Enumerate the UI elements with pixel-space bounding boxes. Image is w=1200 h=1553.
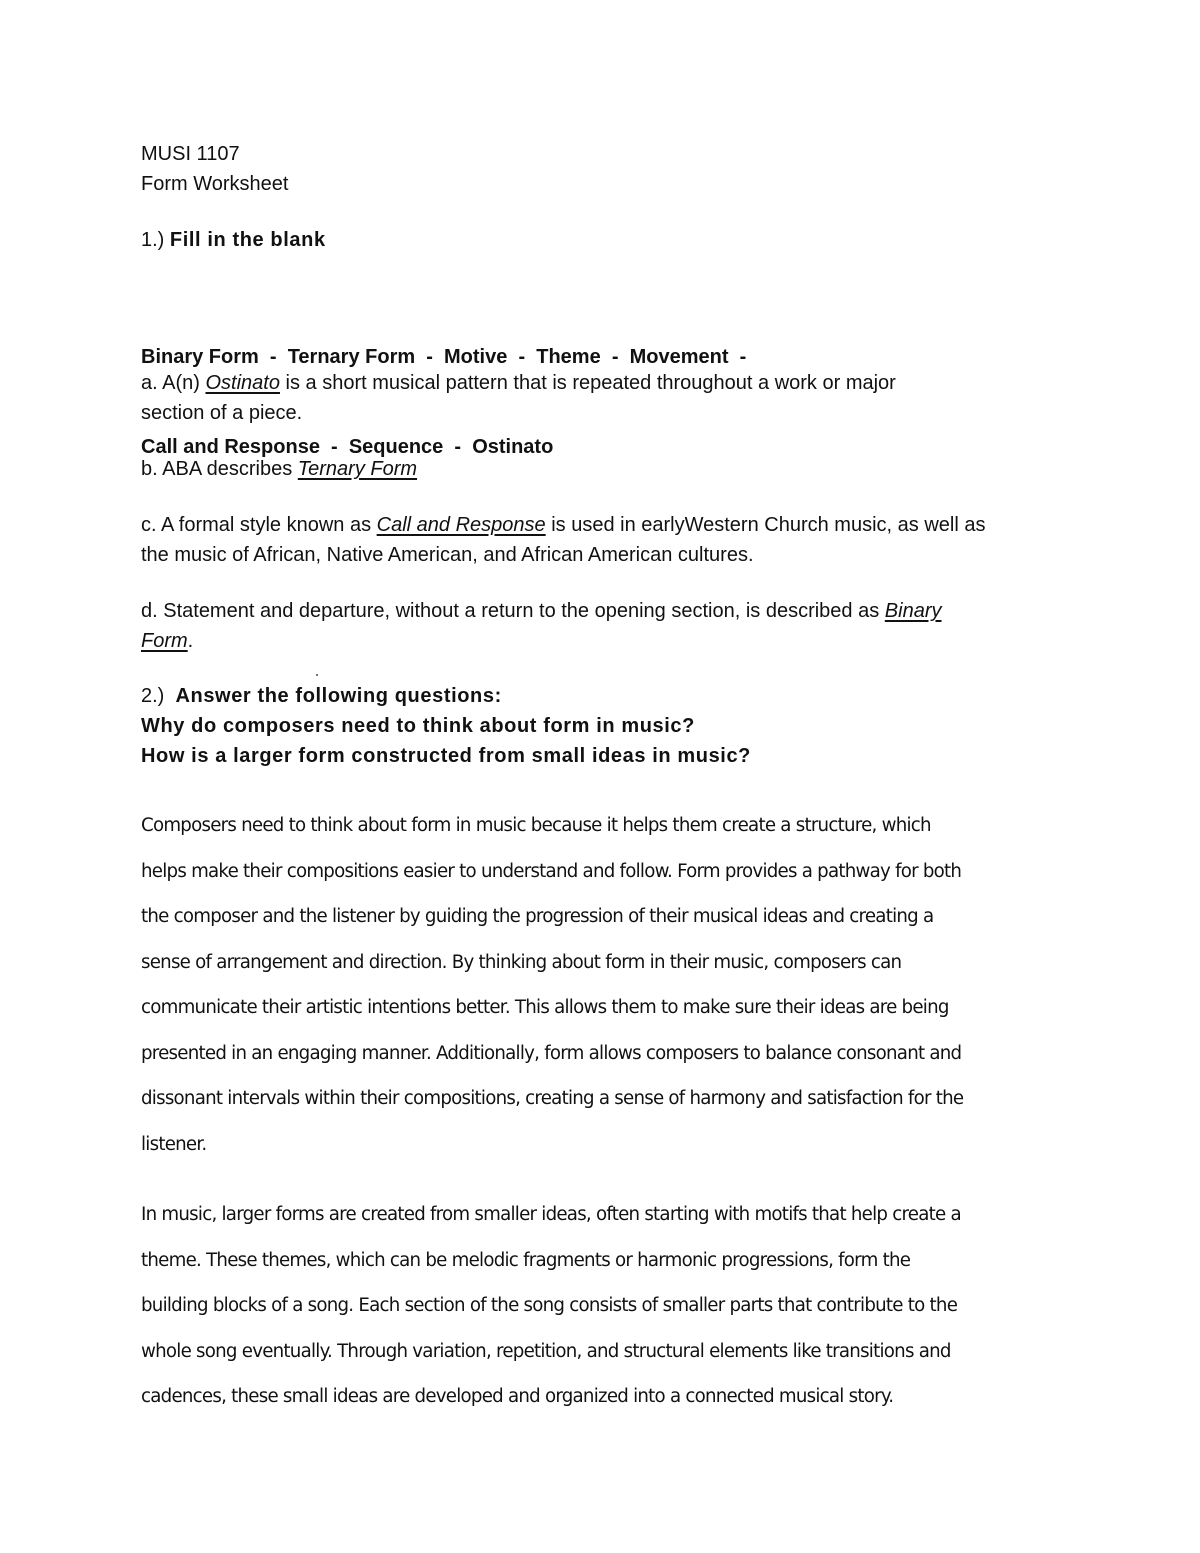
- item-c-answer: Call and Response: [376, 514, 546, 536]
- item-d-line-2: [141, 626, 1071, 656]
- item-c-line-2: the music of African, Native American, and African American cultures.: [141, 544, 754, 566]
- item-b: [141, 454, 1071, 484]
- question-2-prompt-1: Why do composers need to think about form in music?: [141, 715, 695, 737]
- paragraph-line: presented in an engaging manner. Additionally, form allows composers to balance consonant and: [141, 1042, 962, 1064]
- item-d-prompt: d. Statement and departure, without a return to the opening section, is described as: [141, 600, 885, 622]
- item-c-line-1: [141, 510, 1071, 540]
- word-bank-line-1: Binary Form - Ternary Form - Motive - Theme - Movement -: [141, 346, 747, 368]
- course-code: MUSI 1107: [141, 143, 240, 165]
- paragraph-line: cadences, these small ideas are developed and organized into a connected musical story.: [141, 1386, 894, 1407]
- question-1-heading: [141, 225, 1071, 255]
- item-a-answer: Ostinato: [205, 372, 280, 394]
- paragraph-line: theme. These themes, which can be melodic fragments or harmonic progressions, form the: [141, 1249, 911, 1271]
- answer-paragraph-2: [141, 1192, 1081, 1420]
- question-2-instruction: Answer the following questions:: [175, 685, 502, 707]
- item-b-line-1: [141, 454, 1071, 484]
- question-1-instruction: Fill in the blank: [169, 229, 326, 251]
- item-d-period: .: [187, 630, 194, 652]
- paragraph-line: In music, larger forms are created from smaller ideas, often starting with motifs that help create a: [141, 1204, 961, 1225]
- item-a: [141, 368, 1071, 428]
- item-a-prompt: a. A(n): [141, 372, 206, 394]
- paragraph-line: dissonant intervals within their compositions, creating a sense of harmony and satisfaction for the: [141, 1088, 964, 1109]
- paragraph-line: listener.: [141, 1133, 207, 1155]
- paragraph-line: communicate their artistic intentions better. This allows them to make sure their ideas are being: [141, 997, 949, 1018]
- question-2-prompt-2: How is a larger form constructed from small ideas in music?: [141, 745, 751, 767]
- item-c: [141, 510, 1071, 570]
- item-d-line-1: [141, 596, 1071, 626]
- item-c-prompt: c. A formal style known as: [141, 514, 377, 536]
- item-b-answer: Ternary Form: [297, 458, 418, 480]
- header: [141, 139, 1071, 199]
- answer-paragraph-1: [141, 803, 1081, 1167]
- word-bank-line-2: Call and Response - Sequence - Ostinato: [141, 436, 554, 458]
- item-b-prompt: b. ABA describes: [141, 458, 298, 480]
- item-a-rest: is a short musical pattern that is repeated throughout a work or major: [279, 372, 896, 394]
- paragraph-line: building blocks of a song. Each section of the song consists of smaller parts that contribute to the: [141, 1295, 958, 1316]
- item-d: [141, 596, 1071, 656]
- item-a-line-1: [141, 368, 1071, 398]
- question-2: [141, 681, 1071, 771]
- paragraph-line: helps make their compositions easier to understand and follow. Form provides a pathway for both: [141, 860, 962, 882]
- item-a-line-2: section of a piece.: [141, 402, 303, 424]
- item-d-answer-part-1: Binary: [884, 600, 942, 622]
- paragraph-line: whole song eventually. Through variation, repetition, and structural elements like transitions and: [141, 1340, 951, 1362]
- question-2-heading: [141, 681, 1071, 711]
- stray-mark: [316, 674, 318, 676]
- item-d-answer-part-2: Form: [141, 630, 188, 652]
- paragraph-line: the composer and the listener by guiding the progression of their musical ideas and creating a: [141, 906, 934, 927]
- paragraph-line: Composers need to think about form in music because it helps them create a structure, which: [141, 815, 931, 836]
- question-2-number: 2.): [141, 685, 165, 707]
- item-c-rest: is used in earlyWestern Church music, as well as: [545, 514, 986, 536]
- paragraph-line: sense of arrangement and direction. By thinking about form in their music, composers can: [141, 951, 902, 973]
- worksheet-title: Form Worksheet: [141, 173, 289, 195]
- question-1-number: 1.): [141, 229, 165, 251]
